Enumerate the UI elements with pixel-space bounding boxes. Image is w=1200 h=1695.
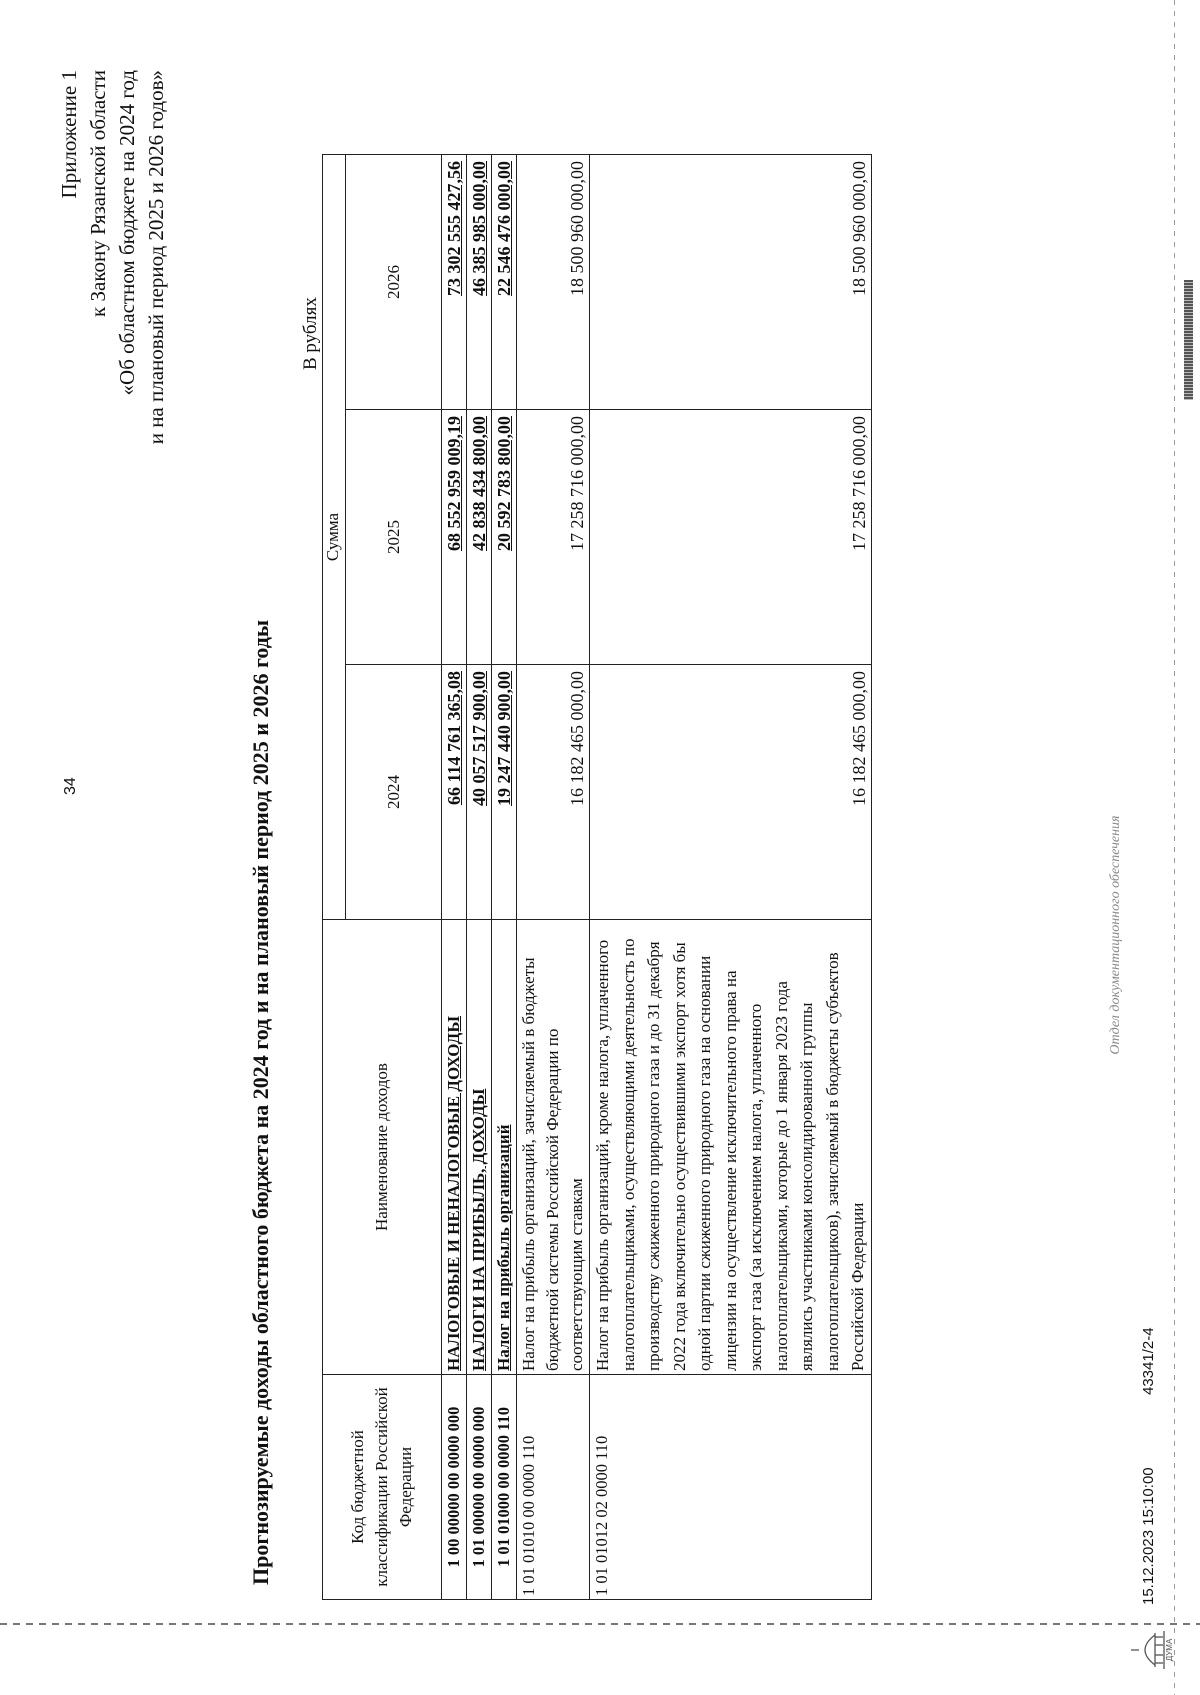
row-value-2025: 42 838 434 800,00 — [467, 410, 492, 665]
appendix-line-4: и на плановый период 2025 и 2026 годов» — [144, 70, 168, 445]
currency-unit: В рублях — [300, 297, 321, 370]
header-year-2024: 2024 — [346, 665, 442, 920]
row-value-2026: 18 500 960 000,00 — [590, 155, 872, 410]
table-row — [590, 155, 872, 1600]
header-code: Код бюджетной классификации Российской Федерации — [323, 1375, 442, 1600]
row-code: 1 01 01000 00 0000 110 — [492, 1375, 517, 1600]
duma-logo — [1125, 1615, 1173, 1685]
appendix-line-2: к Закону Рязанской области — [86, 70, 110, 317]
header-name: Наименование доходов — [323, 920, 442, 1375]
row-name: Налог на прибыль организаций, кроме налога, уплаченного налогоплательщиками, осуществляющими деятельность по производству сжиженного природного газа и до 31 декабря 2022 года включительно осуществившими экспорт хотя бы одной партии сжиженного природного газа на основании лицензии на осуществление исключительного права на экспорт газа (за исключением налога, уплаченного налогоплательщиками, которые до 1 января 2023 года являлись участниками консолидированной группы налогоплательщиков), зачисляемый в бюджеты субъектов Российской Федерации — [590, 920, 872, 1375]
budget-table — [322, 154, 872, 1600]
appendix-line-1: Приложение 1 — [57, 70, 81, 199]
row-value-2024: 16 182 465 000,00 — [517, 665, 590, 920]
row-name: НАЛОГИ НА ПРИБЫЛЬ, ДОХОДЫ — [467, 920, 492, 1375]
row-code: 1 00 00000 00 0000 000 — [442, 1375, 467, 1600]
table-row — [442, 155, 467, 1600]
row-code: 1 01 00000 00 0000 000 — [467, 1375, 492, 1600]
row-code: 1 01 01012 02 0000 110 — [590, 1375, 872, 1600]
row-name: Налог на прибыль организаций — [492, 920, 517, 1375]
row-value-2025: 17 258 716 000,00 — [590, 410, 872, 665]
appendix-line-3: «Об областном бюджете на 2024 год — [115, 70, 139, 396]
header-sum: Сумма — [323, 155, 346, 920]
row-code: 1 01 01010 00 0000 110 — [517, 1375, 590, 1600]
table-row — [467, 155, 492, 1600]
document-title: Прогнозируемые доходы областного бюджета на 2024 год и на плановый период 2025 и 2026 годы — [248, 619, 273, 1585]
row-value-2025: 20 592 783 800,00 — [492, 410, 517, 665]
row-value-2026: 22 546 476 000,00 — [492, 155, 517, 410]
header-year-2025: 2025 — [346, 410, 442, 665]
footer-timestamp: 15.12.2023 15:10:00 — [1140, 1467, 1157, 1605]
row-value-2026: 46 385 985 000,00 — [467, 155, 492, 410]
row-value-2026: 18 500 960 000,00 — [517, 155, 590, 410]
table-row — [492, 155, 517, 1600]
duma-logo-text: ДУМА — [1165, 1638, 1174, 1662]
department-stamp: Отдел документационного обеспечения — [1108, 815, 1123, 1055]
row-value-2024: 66 114 761 365,08 — [442, 665, 467, 920]
appendix-header — [55, 70, 171, 630]
row-value-2024: 16 182 465 000,00 — [590, 665, 872, 920]
row-value-2024: 40 057 517 900,00 — [467, 665, 492, 920]
row-value-2025: 17 258 716 000,00 — [517, 410, 590, 665]
row-name: НАЛОГОВЫЕ И НЕНАЛОГОВЫЕ ДОХОДЫ — [442, 920, 467, 1375]
row-value-2026: 73 302 555 427,56 — [442, 155, 467, 410]
table-row — [517, 155, 590, 1600]
page-number: 34 — [62, 777, 79, 795]
row-value-2025: 68 552 959 009,19 — [442, 410, 467, 665]
header-year-2026: 2026 — [346, 155, 442, 410]
footer-doc-code: 43341/2-4 — [1140, 1327, 1157, 1395]
row-value-2024: 19 247 440 900,00 — [492, 665, 517, 920]
row-name: Налог на прибыль организаций, зачисляемый в бюджеты бюджетной системы Российской Федерации по соответствующим ставкам — [517, 920, 590, 1375]
